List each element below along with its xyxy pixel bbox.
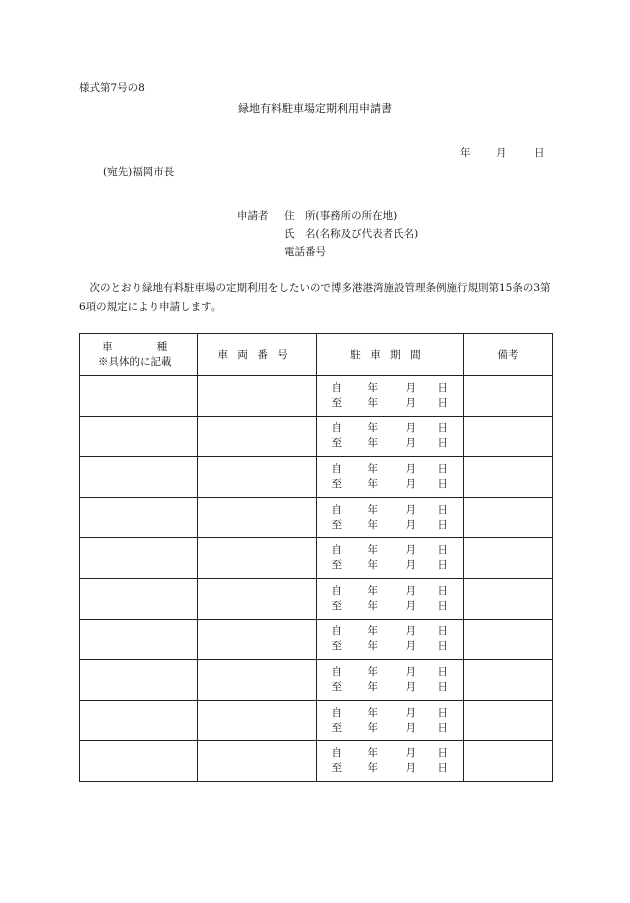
car-type-cell[interactable] xyxy=(80,538,198,579)
period-to-day: 日 xyxy=(437,396,448,409)
period-to-day: 日 xyxy=(437,640,448,653)
table-row xyxy=(80,660,553,701)
remarks-cell[interactable] xyxy=(463,660,552,701)
addressee: (宛先)福岡市長 xyxy=(103,166,175,178)
parking-period-cell[interactable] xyxy=(317,578,463,619)
period-from-month: 月 xyxy=(405,462,416,475)
period-from-day: 日 xyxy=(437,381,448,394)
parking-period-cell[interactable] xyxy=(317,376,463,417)
period-to-day: 日 xyxy=(437,680,448,693)
table-header-row xyxy=(80,334,553,376)
period-from-label: 自 xyxy=(331,544,342,557)
period-to-line xyxy=(331,558,462,573)
remarks-cell[interactable] xyxy=(463,538,552,579)
period-to-line xyxy=(331,761,462,776)
period-to-label: 至 xyxy=(331,518,342,531)
applicant-block xyxy=(237,207,418,261)
period-from-line xyxy=(331,584,462,599)
period-to-line xyxy=(331,639,462,654)
period-from-month: 月 xyxy=(405,422,416,435)
applicant-address-field[interactable]: 住 所(事務所の所在地) xyxy=(284,210,398,222)
plate-number-cell[interactable] xyxy=(198,416,317,457)
period-to-day: 日 xyxy=(437,559,448,572)
table-row xyxy=(80,619,553,660)
period-to-line xyxy=(331,680,462,695)
header-car-type-note: ※具体的に記載 xyxy=(98,355,172,368)
period-to-label: 至 xyxy=(331,762,342,775)
table-row xyxy=(80,578,553,619)
period-from-month: 月 xyxy=(405,747,416,760)
period-from-month: 月 xyxy=(405,544,416,557)
period-from-month: 月 xyxy=(405,584,416,597)
period-from-month: 月 xyxy=(405,503,416,516)
plate-number-cell[interactable] xyxy=(198,578,317,619)
statement-text: 次のとおり緑地有料駐車場の定期利用をしたいので博多港港湾施設管理条例施行規則第15条の3第6項の規定により申請します。 xyxy=(79,282,551,313)
plate-number-cell[interactable] xyxy=(198,457,317,498)
parking-period-cell[interactable] xyxy=(317,660,463,701)
period-from-year: 年 xyxy=(367,462,378,475)
remarks-cell[interactable] xyxy=(463,578,552,619)
car-type-cell[interactable] xyxy=(80,660,198,701)
period-to-label: 至 xyxy=(331,640,342,653)
period-from-label: 自 xyxy=(331,706,342,719)
remarks-cell[interactable] xyxy=(463,497,552,538)
car-type-cell[interactable] xyxy=(80,457,198,498)
date-day[interactable]: 日 xyxy=(534,147,545,159)
period-to-day: 日 xyxy=(437,518,448,531)
period-from-line xyxy=(331,421,462,436)
remarks-cell[interactable] xyxy=(463,741,552,782)
period-to-day: 日 xyxy=(437,721,448,734)
period-to-year: 年 xyxy=(367,559,378,572)
period-from-year: 年 xyxy=(367,422,378,435)
period-from-day: 日 xyxy=(437,706,448,719)
period-from-line xyxy=(331,624,462,639)
period-to-day: 日 xyxy=(437,762,448,775)
period-to-year: 年 xyxy=(367,437,378,450)
period-to-label: 至 xyxy=(331,721,342,734)
parking-period-cell[interactable] xyxy=(317,700,463,741)
period-from-month: 月 xyxy=(405,706,416,719)
period-to-year: 年 xyxy=(367,721,378,734)
period-from-month: 月 xyxy=(405,625,416,638)
period-from-year: 年 xyxy=(367,706,378,719)
plate-number-cell[interactable] xyxy=(198,619,317,660)
period-from-label: 自 xyxy=(331,747,342,760)
period-to-month: 月 xyxy=(405,518,416,531)
period-to-year: 年 xyxy=(367,640,378,653)
period-to-month: 月 xyxy=(405,640,416,653)
period-from-line xyxy=(331,706,462,721)
period-from-label: 自 xyxy=(331,625,342,638)
period-from-line xyxy=(331,503,462,518)
period-from-day: 日 xyxy=(437,665,448,678)
car-type-cell[interactable] xyxy=(80,416,198,457)
application-statement xyxy=(79,279,554,317)
date-month[interactable]: 月 xyxy=(496,147,507,159)
period-from-year: 年 xyxy=(367,747,378,760)
period-from-day: 日 xyxy=(437,625,448,638)
table-row xyxy=(80,376,553,417)
applicant-name-field[interactable]: 氏 名(名称及び代表者氏名) xyxy=(284,228,419,240)
table-row xyxy=(80,700,553,741)
period-to-year: 年 xyxy=(367,762,378,775)
period-to-label: 至 xyxy=(331,680,342,693)
period-to-line xyxy=(331,518,462,533)
period-from-day: 日 xyxy=(437,747,448,760)
period-to-label: 至 xyxy=(331,437,342,450)
parking-period-cell[interactable] xyxy=(317,538,463,579)
period-to-label: 至 xyxy=(331,559,342,572)
period-from-day: 日 xyxy=(437,462,448,475)
applicant-phone-field[interactable]: 電話番号 xyxy=(284,246,326,258)
period-from-year: 年 xyxy=(367,584,378,597)
parking-period-cell[interactable] xyxy=(317,497,463,538)
period-from-label: 自 xyxy=(331,503,342,516)
car-type-cell[interactable] xyxy=(80,497,198,538)
period-from-line xyxy=(331,746,462,761)
period-from-year: 年 xyxy=(367,625,378,638)
period-from-label: 自 xyxy=(331,462,342,475)
header-plate-number: 車両番号 xyxy=(198,334,317,376)
period-to-day: 日 xyxy=(437,477,448,490)
parking-period-cell[interactable] xyxy=(317,619,463,660)
header-remarks: 備考 xyxy=(463,334,552,376)
remarks-cell[interactable] xyxy=(463,416,552,457)
date-year[interactable]: 年 xyxy=(460,147,471,159)
period-to-line xyxy=(331,599,462,614)
period-from-label: 自 xyxy=(331,422,342,435)
period-from-day: 日 xyxy=(437,584,448,597)
period-from-line xyxy=(331,543,462,558)
parking-table xyxy=(79,333,553,782)
remarks-cell[interactable] xyxy=(463,700,552,741)
plate-number-cell[interactable] xyxy=(198,741,317,782)
period-to-line xyxy=(331,477,462,492)
header-parking-period: 駐車期間 xyxy=(317,334,463,376)
header-car-type xyxy=(80,334,198,376)
header-car-type-b: 種 xyxy=(156,340,168,353)
period-to-day: 日 xyxy=(437,437,448,450)
form-number: 様式第7号の8 xyxy=(79,82,145,94)
period-to-label: 至 xyxy=(331,599,342,612)
period-from-label: 自 xyxy=(331,381,342,394)
period-from-day: 日 xyxy=(437,422,448,435)
period-to-label: 至 xyxy=(331,396,342,409)
period-to-day: 日 xyxy=(437,599,448,612)
period-from-line xyxy=(331,665,462,680)
plate-number-cell[interactable] xyxy=(198,660,317,701)
period-to-month: 月 xyxy=(405,680,416,693)
period-from-month: 月 xyxy=(405,381,416,394)
period-to-year: 年 xyxy=(367,396,378,409)
applicant-label: 申請者 xyxy=(237,210,269,222)
period-to-year: 年 xyxy=(367,477,378,490)
period-from-day: 日 xyxy=(437,544,448,557)
period-from-label: 自 xyxy=(331,584,342,597)
period-from-line xyxy=(331,462,462,477)
period-to-month: 月 xyxy=(405,396,416,409)
period-to-month: 月 xyxy=(405,437,416,450)
document-title: 緑地有料駐車場定期利用申請書 xyxy=(238,102,392,115)
period-from-label: 自 xyxy=(331,665,342,678)
period-to-month: 月 xyxy=(405,721,416,734)
table-row xyxy=(80,538,553,579)
car-type-cell[interactable] xyxy=(80,700,198,741)
period-to-month: 月 xyxy=(405,762,416,775)
plate-number-cell[interactable] xyxy=(198,376,317,417)
period-from-year: 年 xyxy=(367,544,378,557)
remarks-cell[interactable] xyxy=(463,619,552,660)
period-to-line xyxy=(331,436,462,451)
period-to-line xyxy=(331,396,462,411)
table-row xyxy=(80,457,553,498)
period-from-year: 年 xyxy=(367,665,378,678)
period-from-line xyxy=(331,381,462,396)
date-line xyxy=(460,145,545,160)
period-to-year: 年 xyxy=(367,518,378,531)
table-row xyxy=(80,741,553,782)
car-type-cell[interactable] xyxy=(80,619,198,660)
car-type-cell[interactable] xyxy=(80,741,198,782)
period-to-line xyxy=(331,721,462,736)
parking-period-cell[interactable] xyxy=(317,416,463,457)
period-to-label: 至 xyxy=(331,477,342,490)
plate-number-cell[interactable] xyxy=(198,538,317,579)
period-from-month: 月 xyxy=(405,665,416,678)
parking-period-cell[interactable] xyxy=(317,457,463,498)
table-row xyxy=(80,497,553,538)
plate-number-cell[interactable] xyxy=(198,700,317,741)
period-to-year: 年 xyxy=(367,599,378,612)
remarks-cell[interactable] xyxy=(463,457,552,498)
plate-number-cell[interactable] xyxy=(198,497,317,538)
period-to-month: 月 xyxy=(405,559,416,572)
car-type-cell[interactable] xyxy=(80,578,198,619)
car-type-cell[interactable] xyxy=(80,376,198,417)
period-to-year: 年 xyxy=(367,680,378,693)
table-row xyxy=(80,416,553,457)
period-from-day: 日 xyxy=(437,503,448,516)
period-from-year: 年 xyxy=(367,503,378,516)
period-to-month: 月 xyxy=(405,477,416,490)
remarks-cell[interactable] xyxy=(463,376,552,417)
period-to-month: 月 xyxy=(405,599,416,612)
period-from-year: 年 xyxy=(367,381,378,394)
header-car-type-a: 車 xyxy=(102,340,113,353)
parking-period-cell[interactable] xyxy=(317,741,463,782)
